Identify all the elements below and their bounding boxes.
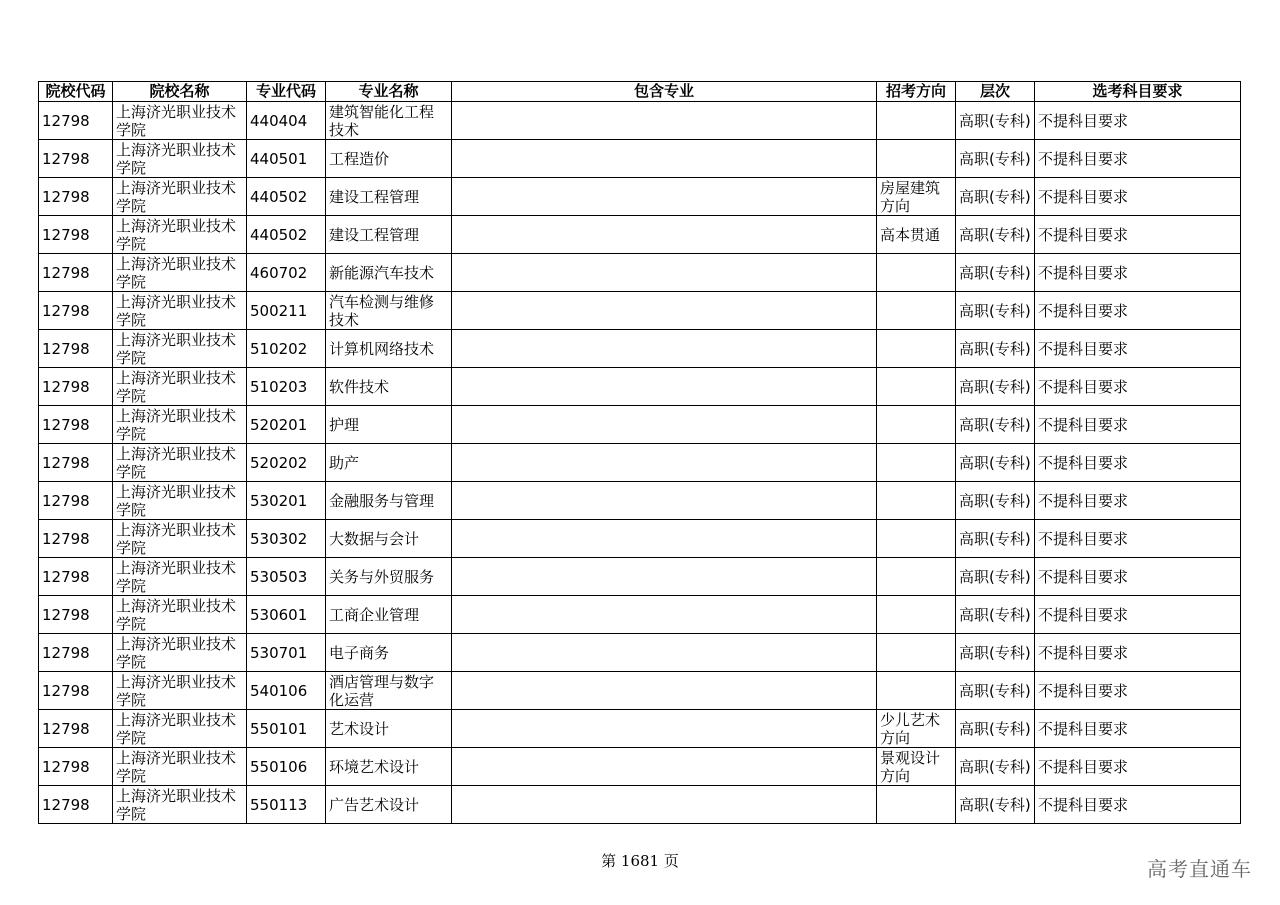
cell-included-majors bbox=[452, 520, 877, 558]
cell-direction bbox=[877, 368, 956, 406]
cell-subject-requirement: 不提科目要求 bbox=[1035, 748, 1241, 786]
table-row bbox=[39, 140, 1241, 178]
cell-subject-requirement: 不提科目要求 bbox=[1035, 292, 1241, 330]
cell-major-name: 护理 bbox=[326, 406, 452, 444]
cell-school-code: 12798 bbox=[39, 748, 113, 786]
cell-level: 高职(专科) bbox=[956, 216, 1035, 254]
cell-included-majors bbox=[452, 178, 877, 216]
cell-level: 高职(专科) bbox=[956, 786, 1035, 824]
cell-school-code: 12798 bbox=[39, 672, 113, 710]
header-included-majors: 包含专业 bbox=[452, 82, 877, 102]
header-level: 层次 bbox=[956, 82, 1035, 102]
cell-school-code: 12798 bbox=[39, 368, 113, 406]
cell-major-code: 530503 bbox=[247, 558, 326, 596]
cell-level: 高职(专科) bbox=[956, 330, 1035, 368]
cell-major-code: 550101 bbox=[247, 710, 326, 748]
table-body bbox=[39, 102, 1241, 824]
cell-direction: 景观设计方向 bbox=[877, 748, 956, 786]
cell-direction: 高本贯通 bbox=[877, 216, 956, 254]
cell-school-name: 上海济光职业技术学院 bbox=[113, 482, 247, 520]
table-row bbox=[39, 672, 1241, 710]
cell-level: 高职(专科) bbox=[956, 254, 1035, 292]
cell-school-code: 12798 bbox=[39, 178, 113, 216]
cell-major-name: 艺术设计 bbox=[326, 710, 452, 748]
cell-subject-requirement: 不提科目要求 bbox=[1035, 482, 1241, 520]
cell-school-code: 12798 bbox=[39, 634, 113, 672]
cell-major-code: 440501 bbox=[247, 140, 326, 178]
cell-direction: 房屋建筑方向 bbox=[877, 178, 956, 216]
page-number: 第 1681 页 bbox=[601, 852, 679, 870]
cell-included-majors bbox=[452, 672, 877, 710]
cell-school-code: 12798 bbox=[39, 596, 113, 634]
cell-major-name: 建设工程管理 bbox=[326, 178, 452, 216]
cell-major-code: 440502 bbox=[247, 216, 326, 254]
cell-school-code: 12798 bbox=[39, 520, 113, 558]
cell-major-code: 520202 bbox=[247, 444, 326, 482]
cell-major-code: 550113 bbox=[247, 786, 326, 824]
cell-major-code: 510202 bbox=[247, 330, 326, 368]
cell-school-code: 12798 bbox=[39, 102, 113, 140]
cell-included-majors bbox=[452, 558, 877, 596]
cell-subject-requirement: 不提科目要求 bbox=[1035, 102, 1241, 140]
cell-level: 高职(专科) bbox=[956, 102, 1035, 140]
cell-major-name: 建设工程管理 bbox=[326, 216, 452, 254]
cell-major-name: 助产 bbox=[326, 444, 452, 482]
cell-school-code: 12798 bbox=[39, 216, 113, 254]
cell-major-name: 环境艺术设计 bbox=[326, 748, 452, 786]
cell-school-name: 上海济光职业技术学院 bbox=[113, 102, 247, 140]
cell-major-name: 新能源汽车技术 bbox=[326, 254, 452, 292]
cell-level: 高职(专科) bbox=[956, 520, 1035, 558]
table-row bbox=[39, 330, 1241, 368]
cell-major-code: 500211 bbox=[247, 292, 326, 330]
table-header-row bbox=[39, 82, 1241, 102]
cell-school-name: 上海济光职业技术学院 bbox=[113, 140, 247, 178]
cell-subject-requirement: 不提科目要求 bbox=[1035, 178, 1241, 216]
table-row bbox=[39, 102, 1241, 140]
cell-level: 高职(专科) bbox=[956, 406, 1035, 444]
cell-school-name: 上海济光职业技术学院 bbox=[113, 748, 247, 786]
cell-school-name: 上海济光职业技术学院 bbox=[113, 444, 247, 482]
cell-direction bbox=[877, 140, 956, 178]
cell-school-name: 上海济光职业技术学院 bbox=[113, 596, 247, 634]
cell-major-code: 440404 bbox=[247, 102, 326, 140]
cell-direction bbox=[877, 672, 956, 710]
cell-included-majors bbox=[452, 748, 877, 786]
cell-level: 高职(专科) bbox=[956, 444, 1035, 482]
cell-school-name: 上海济光职业技术学院 bbox=[113, 558, 247, 596]
table-row bbox=[39, 444, 1241, 482]
cell-school-name: 上海济光职业技术学院 bbox=[113, 406, 247, 444]
cell-direction bbox=[877, 102, 956, 140]
cell-school-name: 上海济光职业技术学院 bbox=[113, 254, 247, 292]
cell-subject-requirement: 不提科目要求 bbox=[1035, 216, 1241, 254]
table-row bbox=[39, 520, 1241, 558]
cell-major-code: 510203 bbox=[247, 368, 326, 406]
cell-school-name: 上海济光职业技术学院 bbox=[113, 216, 247, 254]
table-row bbox=[39, 292, 1241, 330]
table-row bbox=[39, 710, 1241, 748]
cell-level: 高职(专科) bbox=[956, 596, 1035, 634]
table-row bbox=[39, 558, 1241, 596]
table-row bbox=[39, 406, 1241, 444]
cell-included-majors bbox=[452, 368, 877, 406]
cell-subject-requirement: 不提科目要求 bbox=[1035, 368, 1241, 406]
cell-school-name: 上海济光职业技术学院 bbox=[113, 368, 247, 406]
header-subject-requirement: 选考科目要求 bbox=[1035, 82, 1241, 102]
cell-school-code: 12798 bbox=[39, 710, 113, 748]
cell-major-name: 金融服务与管理 bbox=[326, 482, 452, 520]
table-row bbox=[39, 216, 1241, 254]
cell-subject-requirement: 不提科目要求 bbox=[1035, 520, 1241, 558]
table-row bbox=[39, 368, 1241, 406]
cell-major-name: 建筑智能化工程技术 bbox=[326, 102, 452, 140]
cell-subject-requirement: 不提科目要求 bbox=[1035, 558, 1241, 596]
table-row bbox=[39, 786, 1241, 824]
cell-school-name: 上海济光职业技术学院 bbox=[113, 786, 247, 824]
cell-level: 高职(专科) bbox=[956, 482, 1035, 520]
cell-school-code: 12798 bbox=[39, 330, 113, 368]
cell-school-code: 12798 bbox=[39, 786, 113, 824]
cell-included-majors bbox=[452, 634, 877, 672]
cell-major-name: 电子商务 bbox=[326, 634, 452, 672]
cell-included-majors bbox=[452, 254, 877, 292]
cell-major-name: 酒店管理与数字化运营 bbox=[326, 672, 452, 710]
watermark-text: 高考直通车 bbox=[1147, 857, 1252, 881]
cell-direction bbox=[877, 254, 956, 292]
cell-direction: 少儿艺术方向 bbox=[877, 710, 956, 748]
cell-direction bbox=[877, 558, 956, 596]
cell-major-code: 530302 bbox=[247, 520, 326, 558]
cell-included-majors bbox=[452, 596, 877, 634]
cell-school-code: 12798 bbox=[39, 444, 113, 482]
table-row bbox=[39, 596, 1241, 634]
header-school-name: 院校名称 bbox=[113, 82, 247, 102]
cell-level: 高职(专科) bbox=[956, 672, 1035, 710]
cell-school-code: 12798 bbox=[39, 558, 113, 596]
cell-subject-requirement: 不提科目要求 bbox=[1035, 786, 1241, 824]
cell-included-majors bbox=[452, 102, 877, 140]
cell-major-name: 大数据与会计 bbox=[326, 520, 452, 558]
header-major-code: 专业代码 bbox=[247, 82, 326, 102]
cell-subject-requirement: 不提科目要求 bbox=[1035, 406, 1241, 444]
cell-subject-requirement: 不提科目要求 bbox=[1035, 140, 1241, 178]
cell-subject-requirement: 不提科目要求 bbox=[1035, 634, 1241, 672]
cell-included-majors bbox=[452, 786, 877, 824]
cell-direction bbox=[877, 406, 956, 444]
cell-level: 高职(专科) bbox=[956, 634, 1035, 672]
cell-school-code: 12798 bbox=[39, 292, 113, 330]
cell-subject-requirement: 不提科目要求 bbox=[1035, 444, 1241, 482]
cell-major-code: 460702 bbox=[247, 254, 326, 292]
cell-school-name: 上海济光职业技术学院 bbox=[113, 520, 247, 558]
cell-subject-requirement: 不提科目要求 bbox=[1035, 330, 1241, 368]
cell-level: 高职(专科) bbox=[956, 368, 1035, 406]
cell-direction bbox=[877, 482, 956, 520]
header-direction: 招考方向 bbox=[877, 82, 956, 102]
cell-major-name: 工程造价 bbox=[326, 140, 452, 178]
cell-school-name: 上海济光职业技术学院 bbox=[113, 710, 247, 748]
cell-major-code: 530701 bbox=[247, 634, 326, 672]
cell-major-name: 广告艺术设计 bbox=[326, 786, 452, 824]
cell-included-majors bbox=[452, 140, 877, 178]
cell-level: 高职(专科) bbox=[956, 140, 1035, 178]
table-row bbox=[39, 254, 1241, 292]
cell-school-name: 上海济光职业技术学院 bbox=[113, 178, 247, 216]
header-major-name: 专业名称 bbox=[326, 82, 452, 102]
cell-school-code: 12798 bbox=[39, 254, 113, 292]
cell-level: 高职(专科) bbox=[956, 178, 1035, 216]
cell-major-name: 计算机网络技术 bbox=[326, 330, 452, 368]
cell-direction bbox=[877, 596, 956, 634]
cell-major-name: 软件技术 bbox=[326, 368, 452, 406]
cell-subject-requirement: 不提科目要求 bbox=[1035, 596, 1241, 634]
cell-included-majors bbox=[452, 710, 877, 748]
cell-major-code: 530201 bbox=[247, 482, 326, 520]
cell-direction bbox=[877, 786, 956, 824]
table-row bbox=[39, 178, 1241, 216]
cell-school-code: 12798 bbox=[39, 406, 113, 444]
table-row bbox=[39, 482, 1241, 520]
cell-school-code: 12798 bbox=[39, 482, 113, 520]
cell-major-name: 关务与外贸服务 bbox=[326, 558, 452, 596]
cell-included-majors bbox=[452, 482, 877, 520]
cell-level: 高职(专科) bbox=[956, 710, 1035, 748]
cell-major-code: 440502 bbox=[247, 178, 326, 216]
cell-major-code: 520201 bbox=[247, 406, 326, 444]
cell-major-code: 550106 bbox=[247, 748, 326, 786]
cell-included-majors bbox=[452, 292, 877, 330]
cell-major-code: 530601 bbox=[247, 596, 326, 634]
cell-direction bbox=[877, 634, 956, 672]
admissions-table bbox=[38, 81, 1241, 824]
cell-level: 高职(专科) bbox=[956, 558, 1035, 596]
header-school-code: 院校代码 bbox=[39, 82, 113, 102]
cell-direction bbox=[877, 330, 956, 368]
cell-level: 高职(专科) bbox=[956, 748, 1035, 786]
cell-school-name: 上海济光职业技术学院 bbox=[113, 330, 247, 368]
table-row bbox=[39, 634, 1241, 672]
cell-included-majors bbox=[452, 330, 877, 368]
cell-subject-requirement: 不提科目要求 bbox=[1035, 710, 1241, 748]
cell-subject-requirement: 不提科目要求 bbox=[1035, 254, 1241, 292]
cell-school-code: 12798 bbox=[39, 140, 113, 178]
cell-direction bbox=[877, 292, 956, 330]
cell-level: 高职(专科) bbox=[956, 292, 1035, 330]
cell-major-name: 汽车检测与维修技术 bbox=[326, 292, 452, 330]
table-row bbox=[39, 748, 1241, 786]
cell-direction bbox=[877, 520, 956, 558]
cell-school-name: 上海济光职业技术学院 bbox=[113, 634, 247, 672]
cell-included-majors bbox=[452, 444, 877, 482]
cell-school-name: 上海济光职业技术学院 bbox=[113, 292, 247, 330]
cell-major-name: 工商企业管理 bbox=[326, 596, 452, 634]
cell-direction bbox=[877, 444, 956, 482]
cell-school-name: 上海济光职业技术学院 bbox=[113, 672, 247, 710]
cell-major-code: 540106 bbox=[247, 672, 326, 710]
cell-included-majors bbox=[452, 216, 877, 254]
cell-subject-requirement: 不提科目要求 bbox=[1035, 672, 1241, 710]
cell-included-majors bbox=[452, 406, 877, 444]
